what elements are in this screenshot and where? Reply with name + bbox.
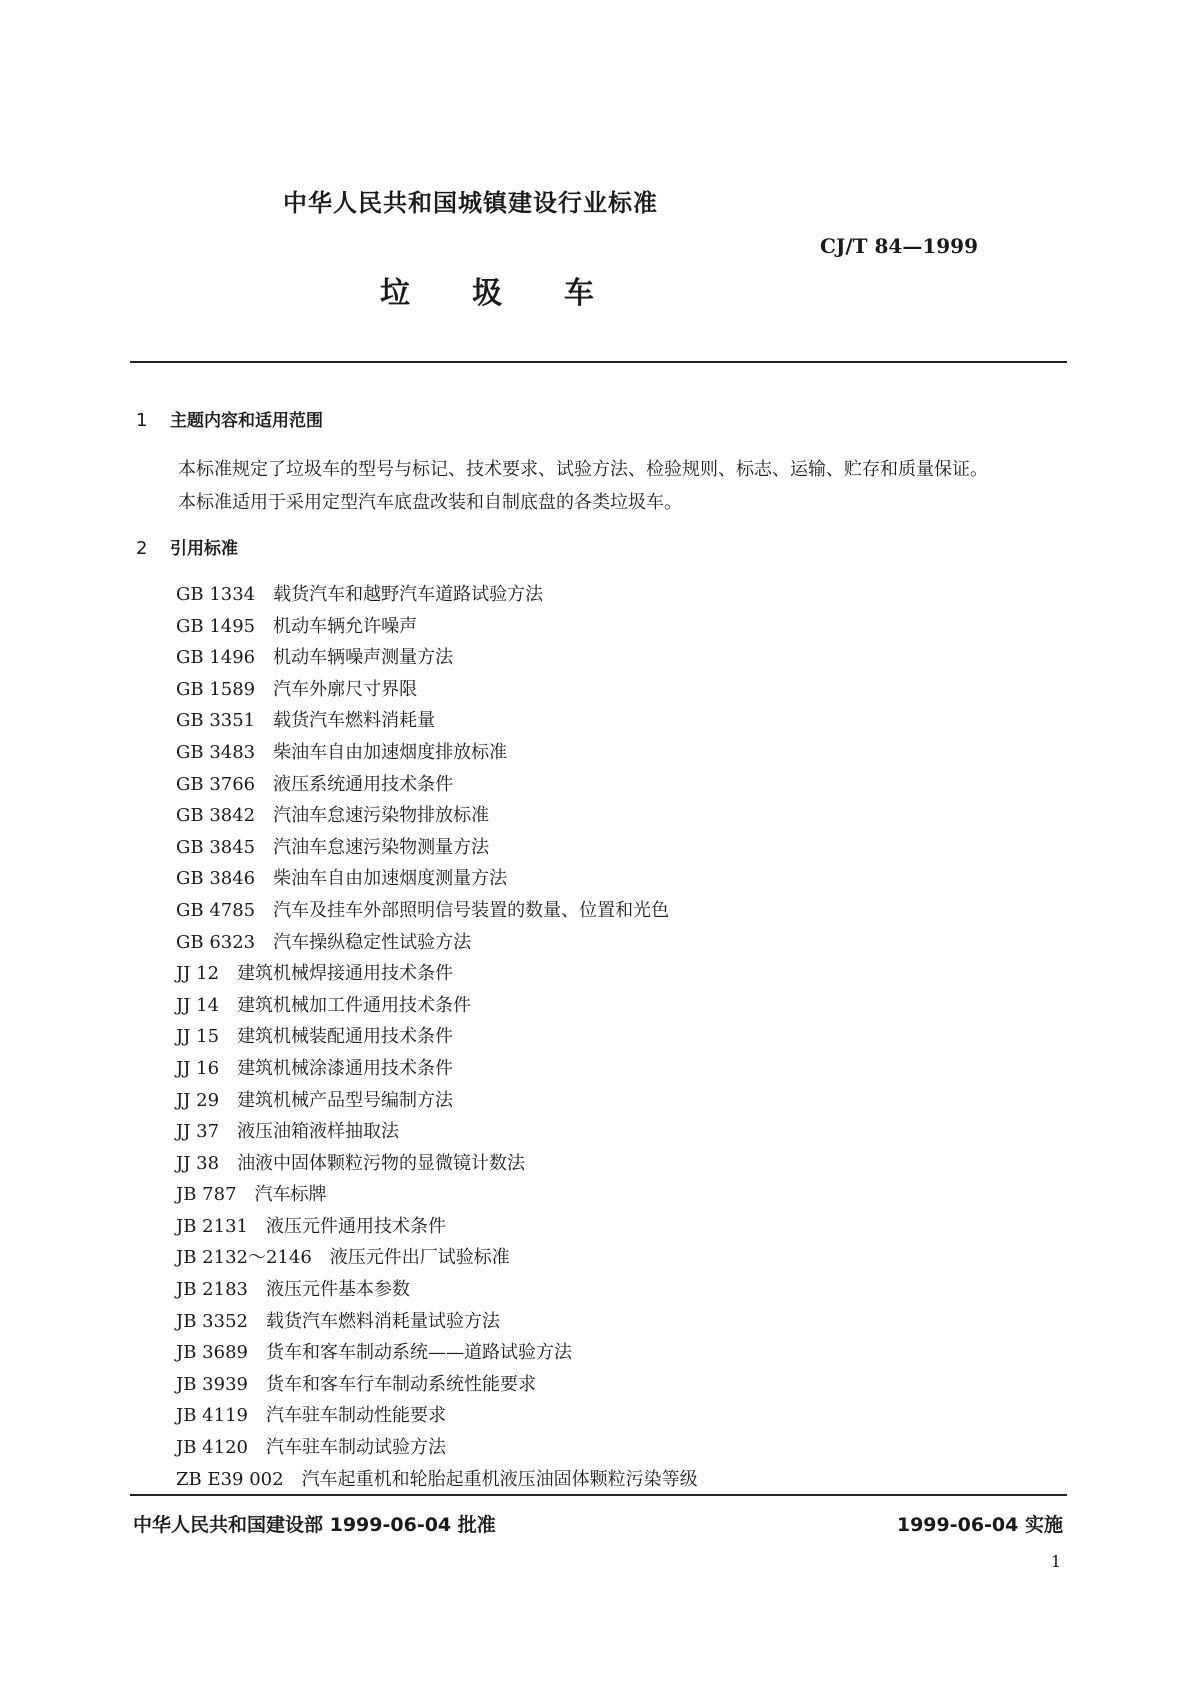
reference-code: JJ 15 bbox=[176, 1026, 220, 1048]
reference-title: 汽车外廓尺寸界限 bbox=[273, 678, 418, 700]
reference-title: 汽车起重机和轮胎起重机液压油固体颗粒污染等级 bbox=[301, 1468, 698, 1490]
section-title: 引用标准 bbox=[170, 539, 238, 559]
reference-code: JB 2183 bbox=[176, 1279, 248, 1301]
reference-code: JB 4120 bbox=[176, 1437, 248, 1459]
reference-item bbox=[176, 611, 698, 643]
reference-code: JJ 38 bbox=[176, 1152, 220, 1174]
reference-title: 液压元件出厂试验标准 bbox=[329, 1247, 510, 1269]
standard-code: CJ/T 84—1999 bbox=[819, 234, 978, 258]
reference-code: JB 2131 bbox=[176, 1215, 248, 1237]
reference-item bbox=[176, 642, 698, 674]
reference-item bbox=[176, 1464, 698, 1496]
reference-code: GB 1589 bbox=[176, 678, 256, 700]
reference-item bbox=[176, 895, 698, 927]
reference-item bbox=[176, 579, 698, 611]
reference-code: GB 4785 bbox=[176, 899, 256, 921]
reference-item bbox=[176, 1179, 698, 1211]
document-title: 垃圾车 bbox=[380, 276, 656, 311]
reference-item bbox=[176, 1432, 698, 1464]
agency-title: 中华人民共和国城镇建设行业标准 bbox=[283, 189, 658, 217]
reference-item bbox=[176, 1242, 698, 1274]
scope-paragraph: 本标准规定了垃圾车的型号与标记、技术要求、试验方法、检验规则、标志、运输、贮存和质量保证。 bbox=[178, 459, 988, 480]
reference-item bbox=[176, 1306, 698, 1338]
reference-title: 机动车辆噪声测量方法 bbox=[273, 647, 454, 669]
reference-item bbox=[176, 737, 698, 769]
reference-code: JB 3939 bbox=[176, 1373, 248, 1395]
reference-code: JJ 14 bbox=[176, 994, 220, 1016]
reference-code: JB 3352 bbox=[176, 1310, 248, 1332]
reference-list bbox=[176, 579, 698, 1495]
header-divider bbox=[130, 361, 1067, 363]
section-number: 2 bbox=[136, 538, 148, 559]
reference-title: 载货汽车和越野汽车道路试验方法 bbox=[273, 584, 544, 605]
reference-title: 柴油车自由加速烟度测量方法 bbox=[273, 868, 508, 890]
reference-item bbox=[176, 832, 698, 864]
reference-item bbox=[176, 1400, 698, 1432]
reference-title: 液压系统通用技术条件 bbox=[273, 773, 454, 795]
reference-item bbox=[176, 705, 698, 737]
reference-title: 汽车驻车制动试验方法 bbox=[265, 1437, 446, 1459]
reference-title: 载货汽车燃料消耗量 bbox=[273, 710, 436, 732]
reference-title: 建筑机械装配通用技术条件 bbox=[237, 1026, 454, 1048]
reference-title: 建筑机械产品型号编制方法 bbox=[237, 1089, 454, 1111]
reference-code: JJ 16 bbox=[176, 1057, 220, 1079]
reference-code: JJ 37 bbox=[176, 1121, 220, 1143]
reference-item bbox=[176, 769, 698, 801]
reference-item bbox=[176, 1053, 698, 1085]
footer-divider bbox=[130, 1494, 1067, 1496]
reference-code: GB 3766 bbox=[176, 773, 256, 795]
reference-item bbox=[176, 927, 698, 959]
reference-code: GB 1334 bbox=[176, 584, 256, 605]
reference-item bbox=[176, 674, 698, 706]
section-2-heading bbox=[136, 534, 238, 559]
reference-title: 液压油箱液样抽取法 bbox=[237, 1121, 400, 1143]
reference-code: GB 3483 bbox=[176, 741, 256, 763]
reference-code: GB 3842 bbox=[176, 805, 256, 827]
applicability-paragraph: 本标准适用于采用定型汽车底盘改装和自制底盘的各类垃圾车。 bbox=[178, 492, 682, 513]
reference-item bbox=[176, 1337, 698, 1369]
reference-title: 柴油车自由加速烟度排放标准 bbox=[273, 741, 508, 763]
reference-title: 汽油车怠速污染物排放标准 bbox=[273, 805, 490, 827]
reference-title: 建筑机械焊接通用技术条件 bbox=[237, 963, 454, 985]
reference-item bbox=[176, 958, 698, 990]
section-1-heading bbox=[136, 406, 323, 431]
implementation-date: 1999-06-04 实施 bbox=[896, 1514, 1063, 1536]
reference-title: 机动车辆允许噪声 bbox=[273, 615, 418, 637]
reference-code: GB 3351 bbox=[176, 710, 256, 732]
reference-title: 货车和客车制动系统——道路试验方法 bbox=[265, 1342, 572, 1364]
reference-title: 汽车操纵稳定性试验方法 bbox=[273, 931, 472, 953]
reference-item bbox=[176, 1021, 698, 1053]
reference-item bbox=[176, 800, 698, 832]
reference-code: GB 3845 bbox=[176, 836, 256, 858]
reference-code: GB 1495 bbox=[176, 615, 256, 637]
reference-code: JB 4119 bbox=[176, 1405, 248, 1427]
reference-item bbox=[176, 863, 698, 895]
page-number: 1 bbox=[1050, 1552, 1061, 1571]
reference-title: 载货汽车燃料消耗量试验方法 bbox=[265, 1310, 500, 1332]
reference-title: 油液中固体颗粒污物的显微镜计数法 bbox=[237, 1152, 526, 1174]
reference-code: GB 1496 bbox=[176, 647, 256, 669]
reference-code: JB 3689 bbox=[176, 1342, 248, 1364]
section-number: 1 bbox=[136, 410, 148, 431]
reference-item bbox=[176, 1148, 698, 1180]
reference-title: 汽车标牌 bbox=[254, 1184, 327, 1206]
reference-item bbox=[176, 1211, 698, 1243]
reference-item bbox=[176, 990, 698, 1022]
reference-code: JB 787 bbox=[176, 1184, 237, 1206]
reference-code: JJ 29 bbox=[176, 1089, 220, 1111]
reference-code: ZB E39 002 bbox=[176, 1468, 284, 1490]
reference-title: 液压元件通用技术条件 bbox=[265, 1215, 446, 1237]
reference-item bbox=[176, 1274, 698, 1306]
reference-code: JB 2132～2146 bbox=[176, 1247, 312, 1269]
reference-item bbox=[176, 1116, 698, 1148]
reference-item bbox=[176, 1369, 698, 1401]
reference-title: 建筑机械加工件通用技术条件 bbox=[237, 994, 472, 1016]
reference-code: JJ 12 bbox=[176, 963, 220, 985]
reference-title: 汽车及挂车外部照明信号装置的数量、位置和光色 bbox=[273, 899, 670, 921]
reference-title: 汽车驻车制动性能要求 bbox=[265, 1405, 446, 1427]
reference-code: GB 6323 bbox=[176, 931, 256, 953]
section-title: 主题内容和适用范围 bbox=[170, 411, 323, 431]
reference-title: 货车和客车行车制动系统性能要求 bbox=[265, 1373, 536, 1395]
reference-title: 建筑机械涂漆通用技术条件 bbox=[237, 1057, 454, 1079]
reference-title: 液压元件基本参数 bbox=[265, 1279, 410, 1301]
reference-code: GB 3846 bbox=[176, 868, 256, 890]
reference-title: 汽油车怠速污染物测量方法 bbox=[273, 836, 490, 858]
approval-note: 中华人民共和国建设部 1999-06-04 批准 bbox=[133, 1514, 496, 1536]
reference-item bbox=[176, 1085, 698, 1117]
